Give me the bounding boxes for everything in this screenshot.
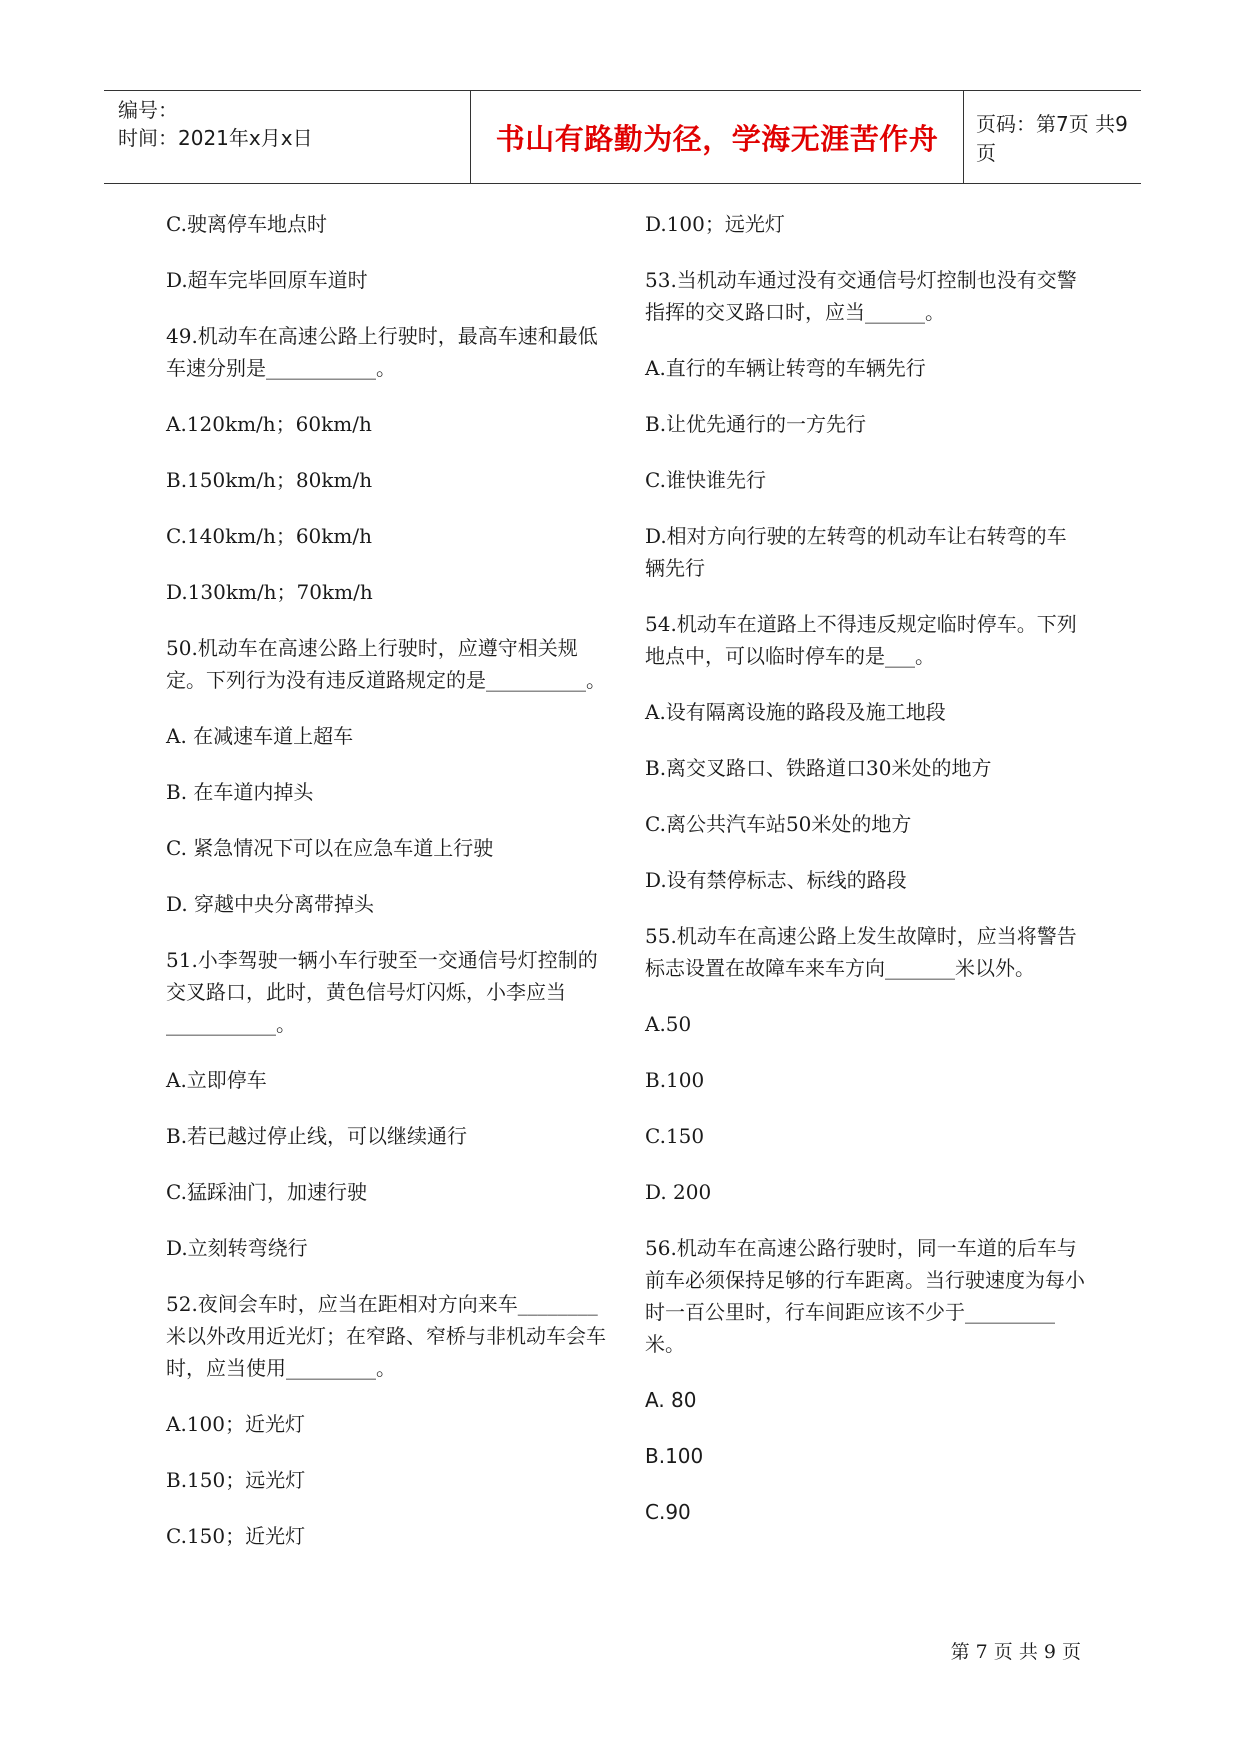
answer-option: A. 在减速车道上超车: [166, 724, 354, 748]
answer-option: C.90: [645, 1500, 691, 1524]
header-page-code: 页码：第7页 共9页: [976, 112, 1128, 165]
page-header: [104, 90, 1141, 184]
answer-option: D. 穿越中央分离带掉头: [166, 892, 375, 916]
answer-option: B.100: [645, 1068, 705, 1092]
right-column: [645, 208, 1085, 1552]
document-time-label: 时间：2021年x月x日: [118, 126, 313, 150]
question-stem: 55.机动车在高速公路上发生故障时，应当将警告标志设置在故障车来车方向_______米以外。: [645, 924, 1077, 980]
answer-option: B.100: [645, 1444, 704, 1468]
answer-option: C. 紧急情况下可以在应急车道上行驶: [166, 836, 494, 860]
answer-option: A.50: [645, 1012, 692, 1036]
answer-option: A.100；近光灯: [166, 1412, 305, 1436]
answer-option: A.立即停车: [166, 1068, 267, 1092]
answer-option: A.设有隔离设施的路段及施工地段: [645, 700, 946, 724]
header-motto: 书山有路勤为径，学海无涯苦作舟: [471, 91, 964, 183]
answer-option: B. 在车道内掉头: [166, 780, 314, 804]
answer-option: A. 80: [645, 1388, 697, 1412]
answer-option: C.150；近光灯: [166, 1524, 306, 1548]
answer-option: C.150: [645, 1124, 705, 1148]
header-meta: [118, 91, 471, 183]
answer-option: B.150；远光灯: [166, 1468, 306, 1492]
answer-option: D.立刻转弯绕行: [166, 1236, 308, 1260]
document-number-label: 编号：: [118, 98, 178, 122]
left-column: [166, 208, 606, 1576]
answer-option: C.猛踩油门，加速行驶: [166, 1180, 367, 1204]
answer-option: B.若已越过停止线，可以继续通行: [166, 1124, 468, 1148]
answer-option: B.让优先通行的一方先行: [645, 412, 867, 436]
question-stem: 50.机动车在高速公路上行驶时，应遵守相关规定。下列行为没有违反道路规定的是__________。: [166, 636, 606, 692]
answer-option: C.140km/h；60km/h: [166, 524, 372, 548]
answer-option: A.直行的车辆让转弯的车辆先行: [645, 356, 926, 380]
answer-option: C.谁快谁先行: [645, 468, 766, 492]
answer-option: D.130km/h；70km/h: [166, 580, 373, 604]
question-stem: 56.机动车在高速公路行驶时，同一车道的后车与前车必须保持足够的行车距离。当行驶速度为每小时一百公里时，行车间距应该不少于_________米。: [645, 1236, 1085, 1356]
question-stem: 53.当机动车通过没有交通信号灯控制也没有交警指挥的交叉路口时，应当______。: [645, 268, 1077, 324]
answer-option: D. 200: [645, 1180, 712, 1204]
answer-option: D.相对方向行驶的左转弯的机动车让右转弯的车辆先行: [645, 524, 1067, 580]
question-line: C.驶离停车地点时: [166, 212, 327, 236]
answer-option: B.150km/h；80km/h: [166, 468, 373, 492]
answer-option: D.100；远光灯: [645, 212, 785, 236]
question-line: D.超车完毕回原车道时: [166, 268, 368, 292]
answer-option: C.离公共汽车站50米处的地方: [645, 812, 912, 836]
answer-option: A.120km/h；60km/h: [166, 412, 372, 436]
answer-option: D.设有禁停标志、标线的路段: [645, 868, 907, 892]
question-stem: 49.机动车在高速公路上行驶时，最高车速和最低车速分别是___________。: [166, 324, 598, 380]
question-stem: 52.夜间会车时，应当在距相对方向来车________米以外改用近光灯；在窄路、窄桥与非机动车会车时，应当使用_________。: [166, 1292, 606, 1380]
question-stem: 51.小李驾驶一辆小车行驶至一交通信号灯控制的交叉路口，此时，黄色信号灯闪烁，小李应当___________。: [166, 948, 598, 1036]
question-stem: 54.机动车在道路上不得违反规定临时停车。下列地点中，可以临时停车的是___。: [645, 612, 1077, 668]
page-footer-number: 第 7 页 共 9 页: [950, 1641, 1081, 1663]
answer-option: B.离交叉路口、铁路道口30米处的地方: [645, 756, 992, 780]
